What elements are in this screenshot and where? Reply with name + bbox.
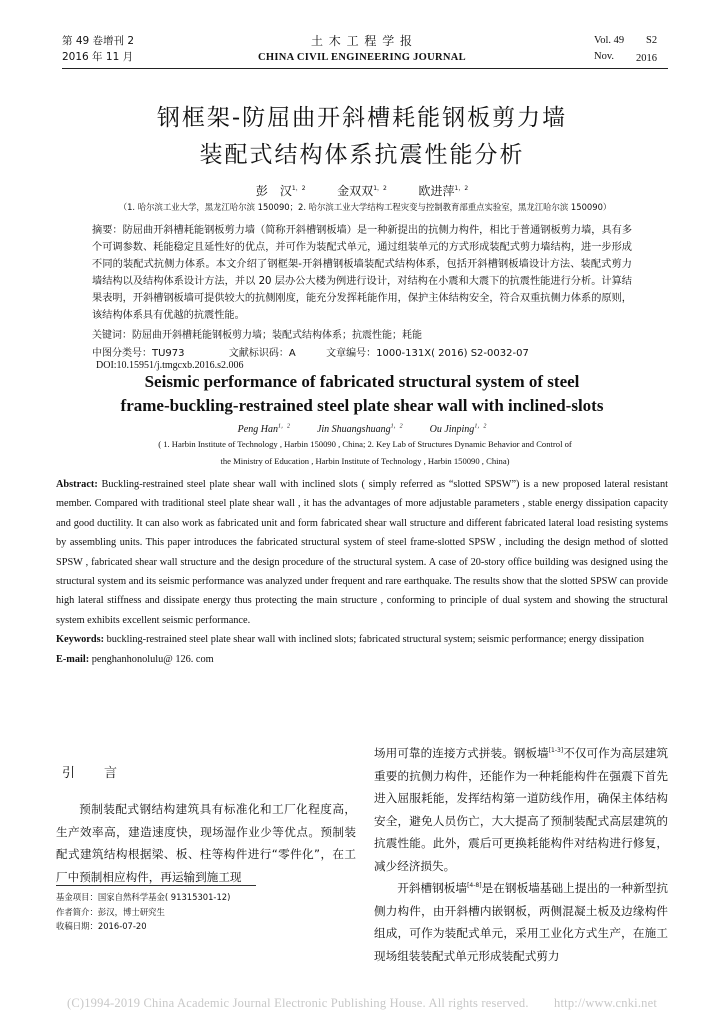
- keywords-en-label: Keywords:: [56, 634, 105, 646]
- intro-right-paragraph-2: [374, 877, 668, 967]
- title-en-line1: Seismic performance of fabricated structural system of steel: [144, 372, 580, 391]
- email-value[interactable]: penghanhonolulu@ 126. com: [91, 653, 214, 665]
- author-cn-sup: 1，2: [373, 185, 387, 192]
- abstract-en-label: Abstract:: [56, 479, 98, 490]
- author-en-sup: 1，2: [474, 423, 487, 430]
- author-cn: 金双双: [337, 184, 374, 198]
- author-en: Peng Han: [237, 424, 278, 435]
- citation-ref[interactable]: [4-8]: [467, 882, 482, 890]
- copyright-footer: (C)1994-2019 China Academic Journal Electronic Publishing House. All rights reserved. http://www.cnki.net: [66, 996, 658, 1010]
- doi[interactable]: DOI:10.15951/j.tmgcxb.2016.s2.006: [96, 360, 244, 371]
- citation-ref[interactable]: [1-3]: [548, 747, 564, 755]
- article-number-value: 1000-131X( 2016) S2-0032-07: [376, 348, 529, 359]
- classification-line: [92, 344, 529, 359]
- intro-right-column: [374, 742, 668, 967]
- journal-title-en: CHINA CIVIL ENGINEERING JOURNAL: [258, 52, 466, 63]
- header-volume-en: Vol. 49: [594, 35, 625, 46]
- affiliation-en-line1: ( 1. Harbin Institute of Technology , Harbin 150090 , China; 2. Key Lab of Structures Dynamic Behavior and Control of: [158, 439, 572, 449]
- affiliation-en-line2: the Ministry of Education , Harbin Institute of Technology , Harbin 150090 , China): [220, 456, 510, 466]
- header-month-en: Nov.: [594, 51, 615, 62]
- keywords-en-text: buckling-restrained steel plate shear wall with inclined slots; fabricated structural system; seismic performance; energy dissipation: [106, 634, 644, 646]
- article-number-label: 文章编号：: [326, 348, 377, 359]
- header-year-en: 2016: [636, 53, 657, 64]
- abstract-en: [56, 475, 668, 669]
- intro-right-p1-rest: 不仅可作为高层建筑重要的抗侧力构件，还能作为一种耗能构件在强震下首先进入屈服耗能，发挥结构第一道防线作用，确保主体结构安全，避免人员伤亡，大大提高了预制装配式高层建筑的抗震性能。此外，震后可更换耗能构件对结构进行修复，减少经济损失。: [374, 746, 668, 873]
- author-en: Jin Shuangshuang: [316, 424, 391, 435]
- author-en-sup: 1，2: [390, 423, 403, 430]
- clc-value: TU973: [152, 348, 185, 359]
- author-cn-sup: 1，2: [291, 185, 306, 192]
- author-en: Ou Jinping: [429, 424, 475, 435]
- affiliation-cn: （1. 哈尔滨工业大学，黑龙江哈尔滨 150090；2. 哈尔滨工业大学结构工程灾变与控制教育部重点实验室，黑龙江哈尔滨 150090）: [118, 202, 612, 212]
- clc-label: 中图分类号：: [92, 348, 152, 359]
- intro-right-p2-start: 开斜槽钢板墙: [397, 881, 468, 895]
- header-issue-en: S2: [646, 35, 658, 46]
- authors-cn: [0, 182, 724, 199]
- intro-right-paragraph-1: [374, 742, 668, 877]
- doc-code-value: A: [288, 348, 296, 359]
- abstract-cn-label: 摘要：: [92, 225, 123, 236]
- title-cn-line1: 钢框架-防屈曲开斜槽耗能钢板剪力墙: [156, 105, 568, 131]
- author-en-sup: 1，2: [277, 423, 290, 430]
- intro-left-paragraph: [56, 798, 356, 888]
- section-heading-intro: 引 言: [62, 766, 119, 781]
- keywords-cn: [92, 326, 422, 341]
- title-cn-line2: 装配式结构体系抗震性能分析: [199, 142, 525, 168]
- intro-right-p1-start: 场用可靠的连接方式拼装。钢板墙: [374, 746, 549, 760]
- keywords-cn-label: 关键词：: [92, 330, 132, 341]
- intro-right-p2-rest: 是在钢板墙基础上提出的一种新型抗侧力构件，由开斜槽内嵌钢板，两侧混凝土板及边缘构件组成，可作为装配式单元，采用工业化方式生产，在施工现场组装装配式单元形成装配式剪力: [374, 881, 668, 963]
- header-volume-cn: 第 49 卷增刊 2: [62, 35, 135, 47]
- keywords-cn-text: 防屈曲开斜槽耗能钢板剪力墙；装配式结构体系；抗震性能；耗能: [132, 330, 422, 341]
- authors-en: [0, 424, 724, 435]
- email-label: E-mail:: [56, 653, 90, 665]
- intro-left-text: 预制装配式钢结构建筑具有标准化和工厂化程度高，生产效率高，建造速度快，现场湿作业少等优点。预制装配式建筑结构根据梁、板、柱等构件进行“零件化”，在工厂中预制相应构件，再运输到施工现: [56, 802, 356, 884]
- author-cn: 欧进萍: [418, 184, 455, 198]
- abstract-cn: [92, 222, 632, 325]
- footnote-received: 收稿日期：2016-07-20: [56, 921, 147, 932]
- footnote-author-bio: 作者简介：彭汉，博士研究生: [56, 906, 165, 917]
- abstract-cn-text: 防屈曲开斜槽耗能钢板剪力墙（简称开斜槽钢板墙）是一种新提出的抗侧力构件，相比于普通钢板剪力墙，具有多个可调参数、耗能稳定且延性好的优点，并可作为装配式单元，通过组装单元的方式形成装配式剪力墙结构，进一步形成不同的装配式抗侧力体系。本文介绍了钢框架-开斜槽钢板墙装配式结构体系，包括开斜槽钢板墙设计方法、装配式剪力墙结构以及结构体系设计方法，并以 20 层办公大楼为例进行设计，对结构在小震和大震下的抗震性能进行分析。计算结果表明，开斜槽钢板墙可提供较大的抗侧刚度，能充分发挥耗能作用，保护主体结构安全，符合双重抗侧力体系的原则，该结构体系具有优越的抗震性能。: [92, 225, 633, 322]
- title-en-line2: frame-buckling-restrained steel plate shear wall with inclined-slots: [120, 396, 604, 415]
- header-rule: [62, 68, 668, 69]
- affiliation-en: [62, 436, 668, 470]
- doc-code-label: 文献标识码：: [228, 348, 289, 359]
- footnotes: [56, 890, 356, 934]
- author-cn-sup: 1，2: [454, 185, 469, 192]
- author-cn: 彭 汉: [255, 184, 292, 198]
- footnote-fund: 基金项目：国家自然科学基金( 91315301-12): [56, 892, 231, 902]
- abstract-en-text: Buckling-restrained steel plate shear wall with inclined slots ( simply referred as “slotted SPSW”) is a new proposed lateral resistant member. Compared with traditional steel plate shear wall , it has the advantages of more adjustable parameters , stable energy dissipation capacity and good ductility. It can also work as fabricated unit and form fabricated shear wall structure and different fabricated lateral load resisting systems by assembling units. This paper introduces the fabricated structural system of steel frame-slotted SPSW , including the design method of slotted SPSW , fabricated shear wall structure and the design procedure of the structural system. A case of 20-story office building was designed using the structural system and its seismic performance was analyzed under frequent and rare earthquake. The results show that the slotted SPSW can provide high lateral stiffness and dissipate energy thus protecting the main structure , conforming to principle of dual system and showing the structural system exhibits excellent seismic performance.: [56, 479, 668, 626]
- footnote-rule: [56, 885, 256, 886]
- journal-title-cn: 土 木 工 程 学 报: [310, 34, 414, 48]
- header-date-cn: 2016 年 11 月: [62, 51, 134, 63]
